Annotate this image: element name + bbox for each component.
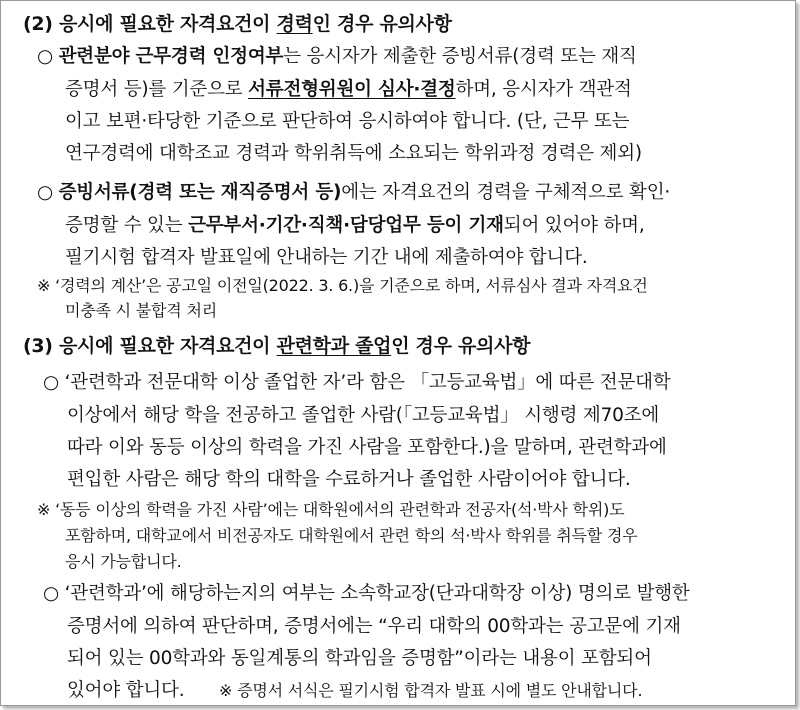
s3-note-line1: ※ ‘동등 이상의 학력을 가진 사람’에는 대학원에서의 관련학과 전공자(석·박사 학위)도 <box>37 500 625 519</box>
text-run: 인 경우 유의사항 <box>312 13 452 35</box>
s3-bullet2-line3 <box>67 644 753 670</box>
text-run: 에는 자격요건의 경력을 구체적으로 확인· <box>341 182 671 203</box>
text-run: 되어 있어야 하며, <box>503 215 645 236</box>
text-run: 연구경력에 대학조교 경력과 학위취득에 소요되는 학위과정 경력은 제외) <box>65 143 642 164</box>
text-run: 하며, 응시자가 객관적 <box>455 79 632 100</box>
text-run: 증명서에 의하여 판단하며, 증명서에는 “우리 대학의 00학과는 공고문에 기재 <box>67 616 681 637</box>
s3-note-line3: 응시 가능합니다. <box>65 552 182 571</box>
s3-note-line2: 포함하며, 대학교에서 비전공자도 대학원에서 관련 학의 석·박사 학위를 취득할 경우 <box>65 526 638 545</box>
text-run: (2) 응시에 필요한 자격요건이 <box>23 13 277 35</box>
s2-bullet2-line1 <box>37 178 752 204</box>
section3-title <box>23 331 530 358</box>
text-run: 는 응시자가 제출한 증빙서류(경력 또는 재직 <box>283 46 637 67</box>
s3-final-note: ※ 증명서 서식은 필기시험 합격자 발표 시에 별도 안내합니다. <box>219 681 643 700</box>
text-run: (3) 응시에 필요한 자격요건이 <box>23 335 277 357</box>
text-run: 이상에서 해당 학을 전공하고 졸업한 사람(「고등교육법」 시행령 제70조에 <box>67 405 660 426</box>
s3-bullet2-line2 <box>67 612 753 638</box>
text-run: 증빙서류(경력 또는 재직증명서 등) <box>58 182 342 203</box>
text-run: 관련학과 졸업 <box>276 335 392 357</box>
s2-bullet1-line1 <box>37 42 752 68</box>
s2-bullet1-line2 <box>65 75 752 101</box>
text-run: 근무부서·기간·직책·담당업무 등이 기재 <box>188 215 504 236</box>
text-run: 경력 <box>276 13 313 35</box>
text-run: 서류전형위원이 심사·결정 <box>248 79 456 100</box>
s3-bullet1-line3 <box>67 433 753 459</box>
text-run: 이고 보편·타당한 기준으로 판단하여 응시하여야 합니다. (단, 근무 또는 <box>65 111 630 132</box>
s2-bullet2-line2 <box>65 211 752 237</box>
text-run: 관련분야 근무경력 인정여부 <box>58 46 284 67</box>
text-run: ○ <box>37 182 59 203</box>
s3-bullet2-line1 <box>43 579 753 605</box>
section2-title <box>23 9 452 36</box>
s3-bullet2-line4: 있어야 합니다. <box>67 680 185 701</box>
text-run: 필기시험 합격자 발표일에 안내하는 기간 내에 제출하여야 합니다. <box>65 247 588 268</box>
text-run: 따라 이와 동등 이상의 학력을 가진 사람을 포함한다.)을 말하며, 관련학과에 <box>67 437 667 458</box>
s2-note-line1: ※ ‘경력의 계산’은 공고일 이전일(2022. 3. 6.)을 기준으로 하며, 서류심사 결과 자격요건 <box>37 276 648 295</box>
text-run: ○ <box>37 46 59 67</box>
text-run: ○ ‘관련학과’에 해당하는지의 여부는 소속학교장(단과대학장 이상) 명의로 발행한 <box>43 583 690 604</box>
text-run: 증명서 등)를 기준으로 <box>65 79 249 100</box>
s2-bullet2-line3 <box>65 243 685 269</box>
s2-bullet1-line3 <box>65 107 752 133</box>
text-run: 되어 있는 00학과와 동일계통의 학과임을 증명함”이라는 내용이 포함되어 <box>67 648 652 669</box>
s2-bullet1-line4 <box>65 139 752 165</box>
s3-bullet1-line1 <box>43 368 753 394</box>
s3-bullet1-line2 <box>67 401 753 427</box>
text-run: 편입한 사람은 해당 학의 대학을 수료하거나 졸업한 사람이어야 합니다. <box>67 469 631 490</box>
text-run: ○ ‘관련학과 전문대학 이상 졸업한 자’라 함은 「고등교육법」에 따른 전문대학 <box>43 372 671 393</box>
text-run: 증명할 수 있는 <box>65 215 189 236</box>
s3-bullet1-line4 <box>67 465 707 491</box>
s2-note-line2: 미충족 시 불합격 처리 <box>65 301 217 320</box>
text-run: 인 경우 유의사항 <box>391 335 531 357</box>
